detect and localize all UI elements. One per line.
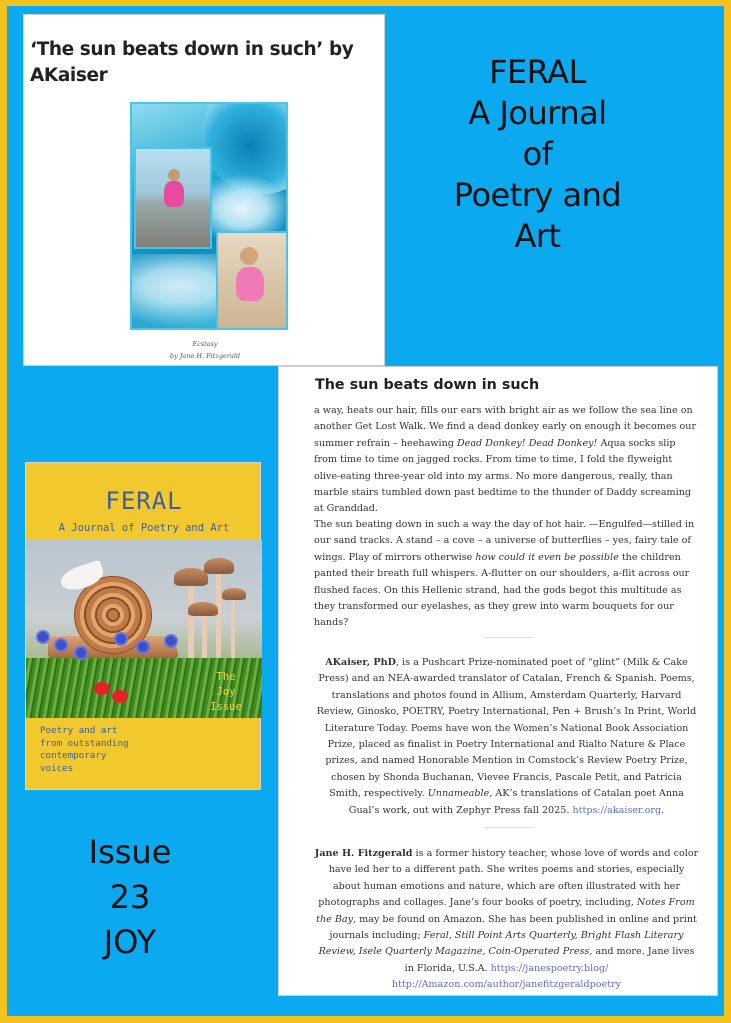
blue-flower	[166, 636, 176, 646]
italic-run: Dead Donkey! Dead Donkey!	[456, 437, 598, 449]
poem-article	[278, 366, 718, 996]
blue-flower	[76, 648, 86, 658]
cover-feral-title: FERAL	[105, 487, 183, 515]
italic-run: Unnameable,	[427, 788, 493, 800]
beach-photo-child-2	[216, 231, 288, 330]
blue-flower	[38, 632, 48, 642]
image-caption-author: by Jane H. Fitzgerald	[169, 352, 241, 360]
text-run: The sun beating down in such a way the day of hot hair. —Engulfed—stilled in our sand tracks. A stand – a cove – a universe of butterflies – yes, fairy tale of wings. Play of mirrors otherwise	[314, 519, 695, 563]
text-run: is a former history teacher, whose love of words and color have led her to a different path. She writes poems and stories, especially about human emotions and nature, which are often illustrated with her photographs and collages. Jane’s four books of poetry, including,	[318, 848, 699, 909]
italic-run: how could it even be possible	[475, 551, 619, 563]
cover-subtitle: A Journal of Poetry and Art	[58, 522, 230, 534]
blue-flower	[56, 640, 66, 650]
text-run: AK’s translations of Catalan poet Anna Gual’s work, out with Zephyr Press fall 2025.	[348, 788, 684, 816]
featured-post-card[interactable]	[23, 14, 385, 366]
cover-tagline-line: contemporary	[40, 750, 107, 761]
author-website-link[interactable]: https://akaiser.org	[572, 804, 662, 816]
artist-blog-link[interactable]: https://janespoetry.blog/	[490, 962, 609, 974]
post-title[interactable]: ‘The sun beats down in such’ by AKaiser	[30, 39, 354, 86]
text-run: a way, heats our hair, fills our ears with bright air as we follow the sea line on another Get Lost Walk. We find a dead donkey early on enough it becomes our summer refrain – heehawing	[314, 405, 697, 449]
issue-theme: JOY	[103, 923, 157, 961]
cover-joy-line: Joy	[216, 686, 236, 698]
text-run: , may be found on Amazon. She has been published in online and print journals including;	[329, 913, 697, 942]
journal-title-line: of	[522, 135, 553, 173]
artist-bio	[314, 846, 699, 994]
italic-run: Notes From the Bay	[316, 897, 695, 925]
issue-label	[30, 830, 230, 965]
blue-flower	[138, 642, 148, 652]
section-divider	[484, 637, 534, 638]
italic-run: Feral, Still Point Arts Quarterly, Bright Flash Literary Review, Isele Quarterly Magazine, Coin-Operated Press,	[318, 930, 684, 958]
journal-cover	[25, 462, 261, 790]
cover-tagline-line: from outstanding	[40, 737, 129, 749]
poem-title: The sun beats down in such	[315, 377, 540, 393]
author-bio	[314, 655, 699, 819]
mushroom-cap	[174, 568, 208, 586]
journal-title-line: Art	[514, 217, 561, 255]
cover-tagline-line: Poetry and art	[40, 725, 118, 736]
cover-tagline	[40, 725, 250, 775]
issue-number: 23	[109, 878, 151, 916]
cover-tagline-line: voices	[40, 762, 74, 774]
journal-title-line: Poetry and	[453, 176, 622, 214]
cover-joy-issue	[196, 670, 256, 715]
mushroom-stem	[188, 580, 194, 660]
poem-paragraph-2	[314, 517, 699, 632]
red-berry	[112, 690, 128, 703]
mushroom-cap	[188, 602, 218, 616]
text-run: Aqua socks slip from time to time on jagged rocks. From time to time, I fold the flyweight olive-eating three-year old into my arms. No more dangerous, really, than marble stairs tumbled down past bedtime to the thunder of Daddy screaming at Granddad.	[314, 437, 692, 515]
mushroom-stem	[231, 596, 235, 660]
red-berry	[94, 682, 110, 695]
blue-flower	[116, 634, 126, 644]
text-run: .	[661, 804, 665, 816]
child-swimsuit	[164, 181, 184, 207]
journal-title-line: A Journal	[468, 94, 607, 132]
child-swimsuit	[236, 267, 264, 301]
ecstasy-collage-image	[130, 102, 288, 330]
section-divider	[484, 827, 534, 828]
mushroom-cap	[204, 558, 234, 574]
mushroom-stem	[202, 610, 207, 660]
artist-name: Jane H. Fitzgerald	[314, 848, 413, 859]
child-head	[240, 247, 258, 265]
text-run: , is a Pushcart Prize-nominated poet of “glint” (Milk & Cake Press) and an NEA-awarded translator of Catalan, French & Spanish. Poems, translations and photos found in Allium, Amsterdam Quarterly, Harvard Review, Ginosko, POETRY, Poetry International, Pen + Brush’s In Print, World Literature Today. Poems have won the Women’s National Book Association Prize, placed as finalist in Poetry International and Rialto Nature & Place prizes, and named Honorable Mention in Comstock’s Review Poetry Prize, chosen by Shonda Buchanan, Vievee Francis, Pascale Petit, and Patricia Smith, respectively.	[316, 657, 697, 800]
image-caption-title: Ecstasy	[192, 340, 218, 348]
mushroom-cap	[222, 588, 246, 600]
poem-paragraph-1	[314, 403, 699, 518]
cover-joy-line: Issue	[210, 701, 242, 713]
text-run: and more. Jane lives in Florida, U.S.A.	[404, 946, 695, 974]
child-head	[168, 169, 180, 181]
text-run: the children panted their breath full whispers. A-flutter on our shoulders, a-flit across our flushed faces. On this Hellenic strand, had the gods begot this multitude as they transformed our eyelashes, as they grew into warm bouquets for our hands?	[314, 551, 690, 629]
beach-photo-child-1	[134, 147, 212, 249]
issue-line: Issue	[88, 833, 172, 871]
author-name: AKaiser, PhD	[325, 657, 396, 668]
journal-title	[405, 52, 670, 257]
cover-joy-line: The	[216, 671, 236, 683]
journal-title-line: FERAL	[489, 53, 586, 91]
artist-amazon-link[interactable]: http://Amazon.com/author/janefitzgeraldpoetry	[391, 979, 622, 991]
